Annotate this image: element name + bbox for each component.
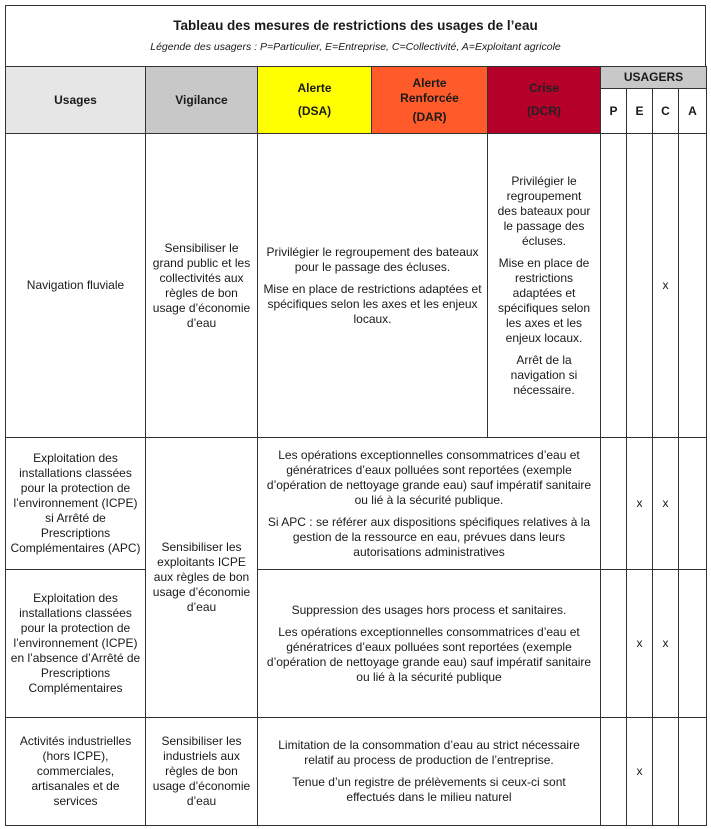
usager-p-mark [601, 570, 627, 718]
header-alerte-code: (DSA) [297, 104, 332, 118]
measure-text: Limitation de la consommation d’eau au strict nécessaire relatif au process de production de l’entreprise. [278, 738, 580, 767]
usager-c-mark: x [653, 134, 679, 438]
header-crise-label: Crise [528, 81, 560, 95]
alerte-measures-cell [258, 134, 488, 438]
measures-cell [258, 718, 601, 826]
table-title-block [5, 5, 706, 68]
measure-text: Mise en place de restrictions adaptées et spécifiques selon les axes et les enjeux locaux. [263, 281, 482, 326]
usager-e-mark: x [627, 438, 653, 570]
usager-a-mark [679, 438, 707, 570]
header-vigilance: Vigilance [146, 67, 258, 134]
measure-text: Privilégier le regroupement des bateaux pour le passage des écluses. [497, 173, 591, 248]
measure-text: Les opérations exceptionnelles consommatrices d’eau et génératrices d’eaux polluées sont reportées (exemple d’opération de nettoyage grande eau) sauf impératif sanitaire ou lié à la sécurité publique. [266, 447, 592, 507]
usager-c-mark: x [653, 570, 679, 718]
header-alerte-renforcee [372, 67, 488, 134]
header-e: E [627, 89, 653, 134]
table-row [6, 718, 707, 826]
header-c: C [653, 89, 679, 134]
measure-text: Les opérations exceptionnelles consommatrices d’eau et génératrices d’eaux polluées sont reportées (exemple d’opération de nettoyage grande eau) sauf impératif sanitaire ou lié à la sécurité publique [266, 624, 592, 684]
header-crise [488, 67, 601, 134]
header-crise-code: (DCR) [527, 104, 561, 118]
header-p: P [601, 89, 627, 134]
table-title: Tableau des mesures de restrictions des usages de l’eau [173, 18, 538, 33]
usager-e-mark: x [627, 718, 653, 826]
header-alerte-label: Alerte [297, 81, 332, 95]
usager-e-mark: x [627, 570, 653, 718]
measures-cell [258, 438, 601, 570]
header-usagers: USAGERS [601, 67, 707, 89]
usager-p-mark [601, 718, 627, 826]
vigilance-cell: Sensibiliser les exploitants ICPE aux règles de bon usage d’économie d’eau [146, 438, 258, 718]
users-legend: Légende des usagers : P=Particulier, E=Entreprise, C=Collectivité, A=Exploitant agricole [150, 41, 561, 53]
vigilance-cell: Sensibiliser les industriels aux règles de bon usage d’économie d’eau [146, 718, 258, 826]
vigilance-cell: Sensibiliser le grand public et les collectivités aux règles de bon usage d’économie d’eau [146, 134, 258, 438]
measure-text: Arrêt de la navigation si nécessaire. [510, 352, 578, 397]
measure-text: Suppression des usages hors process et sanitaires. [291, 602, 567, 617]
usager-p-mark [601, 438, 627, 570]
usage-cell: Exploitation des installations classées pour la protection de l’environnement (ICPE) en l’absence d’Arrêté de Prescriptions Complémentaires [6, 570, 146, 718]
usage-cell: Navigation fluviale [6, 134, 146, 438]
table-row [6, 570, 707, 718]
usager-a-mark [679, 134, 707, 438]
usager-a-mark [679, 718, 707, 826]
header-alerte [258, 67, 372, 134]
crise-measures-cell [488, 134, 601, 438]
header-alerte-renforcee-label: Alerte Renforcée [400, 75, 459, 105]
table-row [6, 134, 707, 438]
usager-e-mark [627, 134, 653, 438]
usager-p-mark [601, 134, 627, 438]
header-usages: Usages [6, 67, 146, 134]
measures-cell [258, 570, 601, 718]
usager-c-mark: x [653, 438, 679, 570]
table-row [6, 438, 707, 570]
measure-text: Mise en place de restrictions adaptées et spécifiques selon les axes et les enjeux locaux. [497, 255, 591, 345]
usage-cell: Activités industrielles (hors ICPE), commerciales, artisanales et de services [6, 718, 146, 826]
measure-text: Privilégier le regroupement des bateaux pour le passage des écluses. [266, 244, 479, 274]
header-alerte-renforcee-code: (DAR) [412, 109, 447, 124]
usager-c-mark [653, 718, 679, 826]
measure-text: Tenue d’un registre de prélèvements si ceux-ci sont effectués dans le milieu naturel [292, 775, 566, 804]
usage-cell: Exploitation des installations classées pour la protection de l’environnement (ICPE) si Arrêté de Prescriptions Complémentaires (APC) [6, 438, 146, 570]
measure-text: Si APC : se référer aux dispositions spécifiques relatives à la gestion de la ressource en eau, prévues dans leurs autorisations administratives [267, 514, 591, 559]
restrictions-table [5, 66, 707, 826]
header-a: A [679, 89, 707, 134]
usager-a-mark [679, 570, 707, 718]
